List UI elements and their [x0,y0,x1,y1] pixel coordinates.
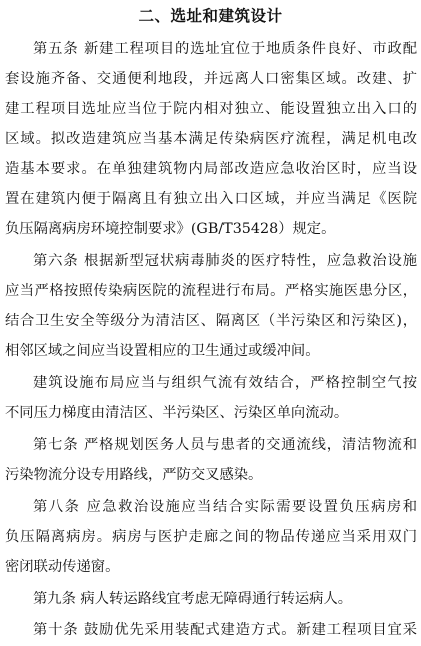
text-line: 置在建筑内便于隔离且有独立出入口区域，并应当满足《医院 [5,191,417,207]
text-line: 第五条 新建工程项目的选址宜位于地质条件良好、市政配 [33,41,417,57]
text-line: 造基本要求。在单独建筑物内局部改造应急收治区时，应当设 [5,161,417,177]
text-line: 污染物流分设专用路线，严防交叉感染。 [5,467,263,483]
text-line: 第八条 应急救治设施应当结合实际需要设置负压病房和 [33,499,417,515]
text-line: 建筑设施布局应当与组织气流有效结合，严格控制空气按 [33,375,417,391]
text-line: 密闭联动传递窗。 [5,559,120,575]
text-line: 负压隔离病房。病房与医护走廊之间的物品传递应当采用双门 [5,529,417,545]
text-line: 第九条 病人转运路线宜考虑无障碍通行转运病人。 [33,591,353,607]
text-line: 建工程项目选址应当位于院内相对独立、能设置独立出入口的 [5,101,417,117]
text-line: 区域。拟改造建筑应当基本满足传染病医疗流程，满足机电改 [5,131,417,147]
text-line: 结合卫生安全等级分为清洁区、隔离区（半污染区和污染区)， [5,313,417,329]
text-line: 第七条 严格规划医务人员与患者的交通流线，清洁物流和 [33,437,417,453]
text-line: 不同压力梯度由清洁区、半污染区、污染区单向流动。 [5,405,349,421]
text-line: 相邻区域之间应当设置相应的卫生通过或缓冲间。 [5,343,320,359]
text-line: 应当严格按照传染病医院的流程进行布局。严格实施医患分区， [5,283,417,299]
text-line: 第十条 鼓励优先采用装配式建造方式。新建工程项目宜采 [33,622,417,638]
text-line: 负压隔离病房环境控制要求》(GB/T35428）规定。 [5,221,336,237]
section-heading: 二、选址和建筑设计 [138,7,283,25]
text-line: 套设施齐备、交通便利地段，并远离人口密集区域。改建、扩 [5,71,417,87]
text-line: 第六条 根据新型冠状病毒肺炎的医疗特性，应急救治设施 [33,253,417,269]
